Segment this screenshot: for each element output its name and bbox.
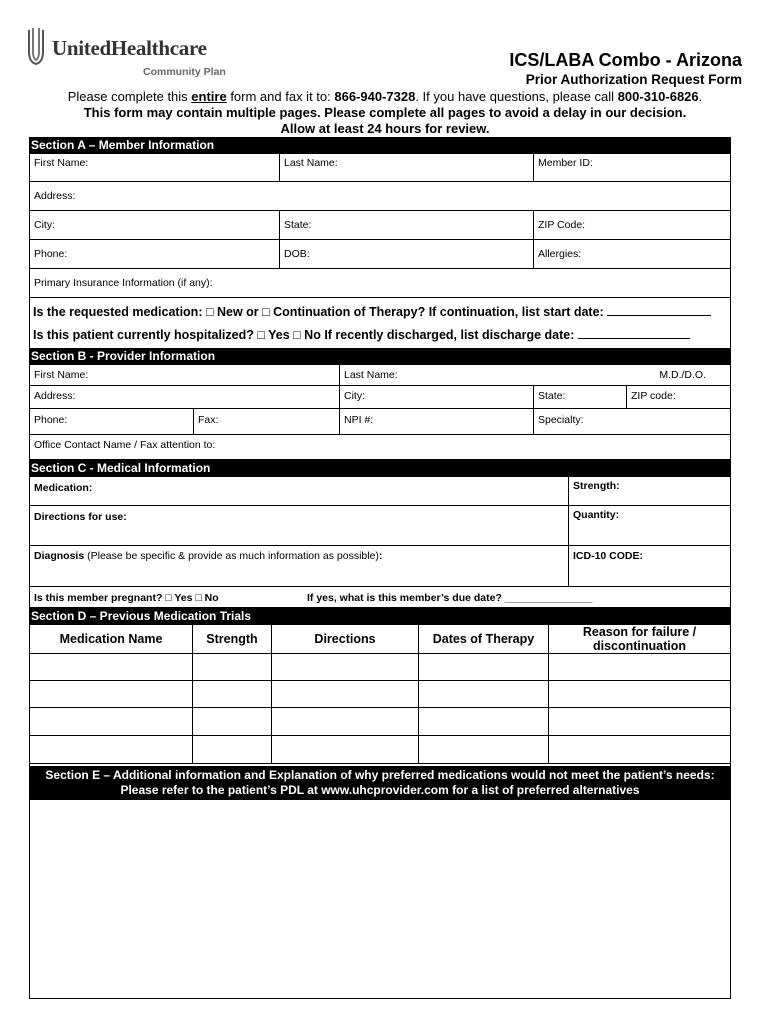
table-cell[interactable] <box>418 653 549 681</box>
table-cell[interactable] <box>418 707 549 736</box>
diagnosis-note: (Please be specific & provide as much information as possible) <box>84 550 379 562</box>
table-cell[interactable] <box>29 680 193 708</box>
directions-field[interactable]: Directions for use: <box>29 505 569 546</box>
pregnant-question[interactable]: Is this member pregnant? □ Yes □ No <box>34 592 219 604</box>
provider-address-field[interactable]: Address: <box>29 385 340 409</box>
member-id-field[interactable]: Member ID: <box>533 153 731 182</box>
section-d-header: Section D – Previous Medication Trials <box>29 608 731 624</box>
form-subtitle: Prior Authorization Request Form <box>525 72 742 87</box>
form-title: ICS/LABA Combo - Arizona <box>509 50 742 70</box>
logo-text: UnitedHealthcare <box>52 36 207 60</box>
hospitalized-question[interactable] <box>33 328 690 342</box>
table-cell[interactable] <box>271 680 419 708</box>
primary-insurance-field[interactable]: Primary Insurance Information (if any): <box>29 268 731 298</box>
member-allergies-field[interactable]: Allergies: <box>533 239 731 269</box>
table-cell[interactable] <box>418 735 549 764</box>
provider-city-field[interactable]: City: <box>339 385 534 409</box>
member-state-field[interactable]: State: <box>279 210 534 240</box>
table-cell[interactable] <box>548 707 731 736</box>
section-e-title: Section E – Additional information and Explanation of why preferred medications would not meet the patient’s needs: <box>45 768 715 782</box>
table-cell[interactable] <box>548 680 731 708</box>
office-contact-field[interactable]: Office Contact Name / Fax attention to: <box>29 434 731 460</box>
provider-first-name-field[interactable]: First Name: <box>29 364 340 386</box>
strength-field[interactable]: Strength: <box>568 476 731 506</box>
instructions-line-1 <box>0 89 770 104</box>
instructions-line-3: Allow at least 24 hours for review. <box>280 121 490 136</box>
md-do-label: M.D./D.O. <box>659 369 706 381</box>
table-cell[interactable] <box>192 680 272 708</box>
provider-npi-field[interactable]: NPI #: <box>339 408 534 435</box>
phone-number: 800-310-6826 <box>617 89 699 104</box>
member-city-field[interactable]: City: <box>29 210 280 240</box>
table-cell[interactable] <box>548 653 731 681</box>
medication-status-text: Is the requested medication: □ New or □ Continuation of Therapy? If continuation, list start date: <box>33 305 604 319</box>
diagnosis-label: Diagnosis <box>34 550 85 562</box>
unitedhealthcare-logo <box>26 26 226 82</box>
uhc-logo-icon <box>26 26 46 66</box>
additional-info-textarea[interactable] <box>29 800 731 999</box>
member-dob-field[interactable]: DOB: <box>279 239 534 269</box>
instr-text: . If you have questions, please call <box>415 89 618 104</box>
instr-entire: entire <box>191 89 227 104</box>
table-cell[interactable] <box>192 653 272 681</box>
logo-subtitle: Community Plan <box>143 66 226 78</box>
table-cell[interactable] <box>271 735 419 764</box>
discharge-date-line[interactable] <box>578 338 690 339</box>
provider-phone-field[interactable]: Phone: <box>29 408 194 435</box>
fax-number: 866-940-7328 <box>334 89 416 104</box>
quantity-field[interactable]: Quantity: <box>568 505 731 546</box>
col-dates-of-therapy: Dates of Therapy <box>418 624 549 654</box>
col-reason-for-failure: Reason for failure / discontinuation <box>548 624 731 654</box>
provider-fax-field[interactable]: Fax: <box>193 408 340 435</box>
table-cell[interactable] <box>29 707 193 736</box>
start-date-line[interactable] <box>607 315 711 316</box>
table-cell[interactable] <box>192 707 272 736</box>
member-last-name-field[interactable]: Last Name: <box>279 153 534 182</box>
member-zip-field[interactable]: ZIP Code: <box>533 210 731 240</box>
diagnosis-field[interactable] <box>29 545 569 587</box>
table-cell[interactable] <box>29 735 193 764</box>
col-medication-name: Medication Name <box>29 624 193 654</box>
member-phone-field[interactable]: Phone: <box>29 239 280 269</box>
section-e-subtitle: Please refer to the patient’s PDL at www.uhcprovider.com for a list of preferred alternatives <box>120 783 640 797</box>
provider-last-name-field[interactable] <box>339 364 731 386</box>
instr-text: form and fax it to: <box>226 89 335 104</box>
diagnosis-colon: : <box>378 550 383 562</box>
due-date-question[interactable]: If yes, what is this member’s due date? _______________ <box>307 592 593 604</box>
section-b-header: Section B - Provider Information <box>29 348 731 364</box>
instr-text: Please complete this <box>67 89 192 104</box>
member-first-name-field[interactable]: First Name: <box>29 153 280 182</box>
col-strength: Strength <box>192 624 272 654</box>
provider-state-field[interactable]: State: <box>533 385 627 409</box>
pregnancy-row[interactable] <box>29 586 731 608</box>
section-e-header <box>29 766 731 800</box>
provider-zip-field[interactable]: ZIP code: <box>626 385 731 409</box>
provider-specialty-field[interactable]: Specialty: <box>533 408 731 435</box>
section-a-header: Section A – Member Information <box>29 137 731 153</box>
table-cell[interactable] <box>271 707 419 736</box>
table-cell[interactable] <box>418 680 549 708</box>
instr-text: . <box>698 89 703 104</box>
member-address-field[interactable]: Address: <box>29 181 731 211</box>
provider-last-name-label: Last Name: <box>344 369 398 381</box>
table-cell[interactable] <box>192 735 272 764</box>
medication-field[interactable]: Medication: <box>29 476 569 506</box>
table-cell[interactable] <box>548 735 731 764</box>
hospitalized-text: Is this patient currently hospitalized? □ Yes □ No If recently discharged, list discharge date: <box>33 328 575 342</box>
instructions-line-2: This form may contain multiple pages. Please complete all pages to avoid a delay in our decision. <box>83 105 687 120</box>
table-cell[interactable] <box>271 653 419 681</box>
section-c-header: Section C - Medical Information <box>29 460 731 476</box>
col-directions: Directions <box>271 624 419 654</box>
medication-status-question[interactable] <box>33 305 711 319</box>
table-cell[interactable] <box>29 653 193 681</box>
icd10-code-field[interactable]: ICD-10 CODE: <box>568 545 731 587</box>
